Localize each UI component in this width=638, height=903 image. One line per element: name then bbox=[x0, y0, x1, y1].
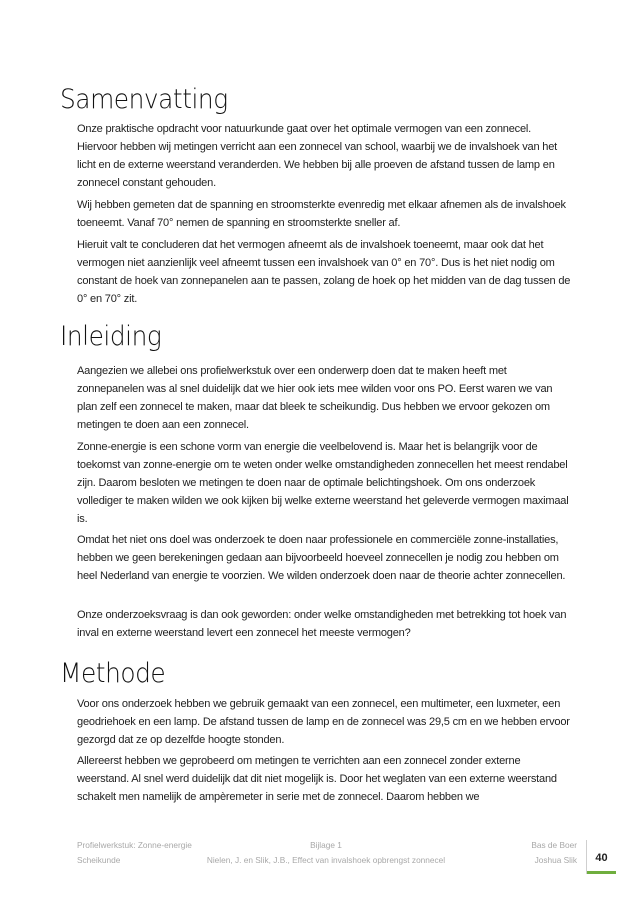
section-heading-samenvatting: Samenvatting bbox=[60, 84, 228, 115]
footer-reference: Nielen, J. en Slik, J.B., Effect van invalshoek opbrengst zonnecel bbox=[206, 855, 446, 865]
section-heading-methode: Methode bbox=[60, 658, 166, 689]
methode-paragraph-2: Allereerst hebben we geprobeerd om metingen te verrichten aan een zonnecel zonder externe weerstand. Al snel werd duidelijk dat dit niet mogelijk is. Door het weglaten van een externe weerstand schakelt men namelijk de ampèremeter in serie met de zonnecel. Daarom hebben we bbox=[77, 755, 557, 803]
footer-author-1: Bas de Boer bbox=[531, 840, 577, 850]
page-number: 40 bbox=[595, 852, 608, 864]
samenvatting-paragraph-1: Onze praktische opdracht voor natuurkunde gaat over het optimale vermogen van een zonnecel. Hiervoor hebben wij metingen verricht aan een zonnecel van school, waarbij we de invalshoek van het licht en de externe weerstand veranderden. We hebben bij alle proeven de afstand tussen de lamp en zonnecel constant gehouden. bbox=[77, 123, 558, 189]
methode-paragraph-1: Voor ons onderzoek hebben we gebruik gemaakt van een zonnecel, een multimeter, een luxmeter, een geodriehoek en een lamp. De afstand tussen de lamp en de zonnecel was 29,5 cm en we hebben ervoor gezorgd dat ze op dezelfde hoogte stonden. bbox=[77, 698, 570, 746]
footer-subject: Scheikunde bbox=[77, 855, 121, 865]
page-number-box bbox=[586, 840, 616, 874]
footer-appendix: Bijlage 1 bbox=[310, 840, 342, 850]
inleiding-paragraph-4: Onze onderzoeksvraag is dan ook geworden: onder welke omstandigheden met betrekking tot hoek van inval en externe weerstand levert een zonnecel het meeste vermogen? bbox=[77, 609, 567, 639]
section-heading-inleiding: Inleiding bbox=[60, 321, 162, 352]
footer-title: Profielwerkstuk: Zonne-energie bbox=[77, 840, 192, 850]
inleiding-paragraph-2: Zonne-energie is een schone vorm van energie die veelbelovend is. Maar het is belangrijk voor de toekomst van zonne-energie om te weten onder welke omstandigheden zonnecellen het meest rendabel zijn. Daarom besloten we metingen te doen naar de optimale belichtingshoek. Om ons onderzoek vollediger te maken wilden we ook kijken bij welke externe weerstand het geleverde vermogen maximaal is. bbox=[77, 441, 569, 525]
footer-center bbox=[201, 838, 451, 868]
page-number-accent-bar bbox=[587, 871, 616, 874]
inleiding-paragraph-3: Omdat het niet ons doel was onderzoek te doen naar professionele en commerciële zonne-installaties, hebben we geen berekeningen gedaan aan bijvoorbeeld hoeveel zonnecellen je nodig zou hebben om heel Nederland van energie te voorzien. We wilden onderzoek doen naar de theorie achter zonnecellen. bbox=[77, 534, 566, 582]
footer-right bbox=[531, 838, 577, 868]
footer-left bbox=[77, 838, 192, 868]
page-footer bbox=[77, 838, 577, 868]
samenvatting-paragraph-3: Hieruit valt te concluderen dat het vermogen afneemt als de invalshoek toeneemt, maar ook dat het vermogen niet aanzienlijk veel afneemt tussen een invalshoek van 0° en 70°. Dus is het niet nodig om constant de hoek van zonnepanelen aan te passen, zolang de hoek op het midden van de dag tussen de 0° en 70° zit. bbox=[77, 239, 571, 305]
samenvatting-paragraph-2: Wij hebben gemeten dat de spanning en stroomsterkte evenredig met elkaar afnemen als de invalshoek toeneemt. Vanaf 70° nemen de spanning en stroomsterkte sneller af. bbox=[77, 199, 566, 229]
inleiding-paragraph-1: Aangezien we allebei ons profielwerkstuk over een onderwerp doen dat te maken heeft met zonnepanelen was al snel duidelijk dat we hier ook iets mee wilden voor ons PO. Eerst waren we van plan zelf een zonnecel te maken, maar dat bleek te scheikundig. Dus hebben we ervoor gekozen om metingen te doen aan een zonnecel. bbox=[77, 365, 553, 431]
footer-author-2: Joshua Slik bbox=[534, 855, 577, 865]
